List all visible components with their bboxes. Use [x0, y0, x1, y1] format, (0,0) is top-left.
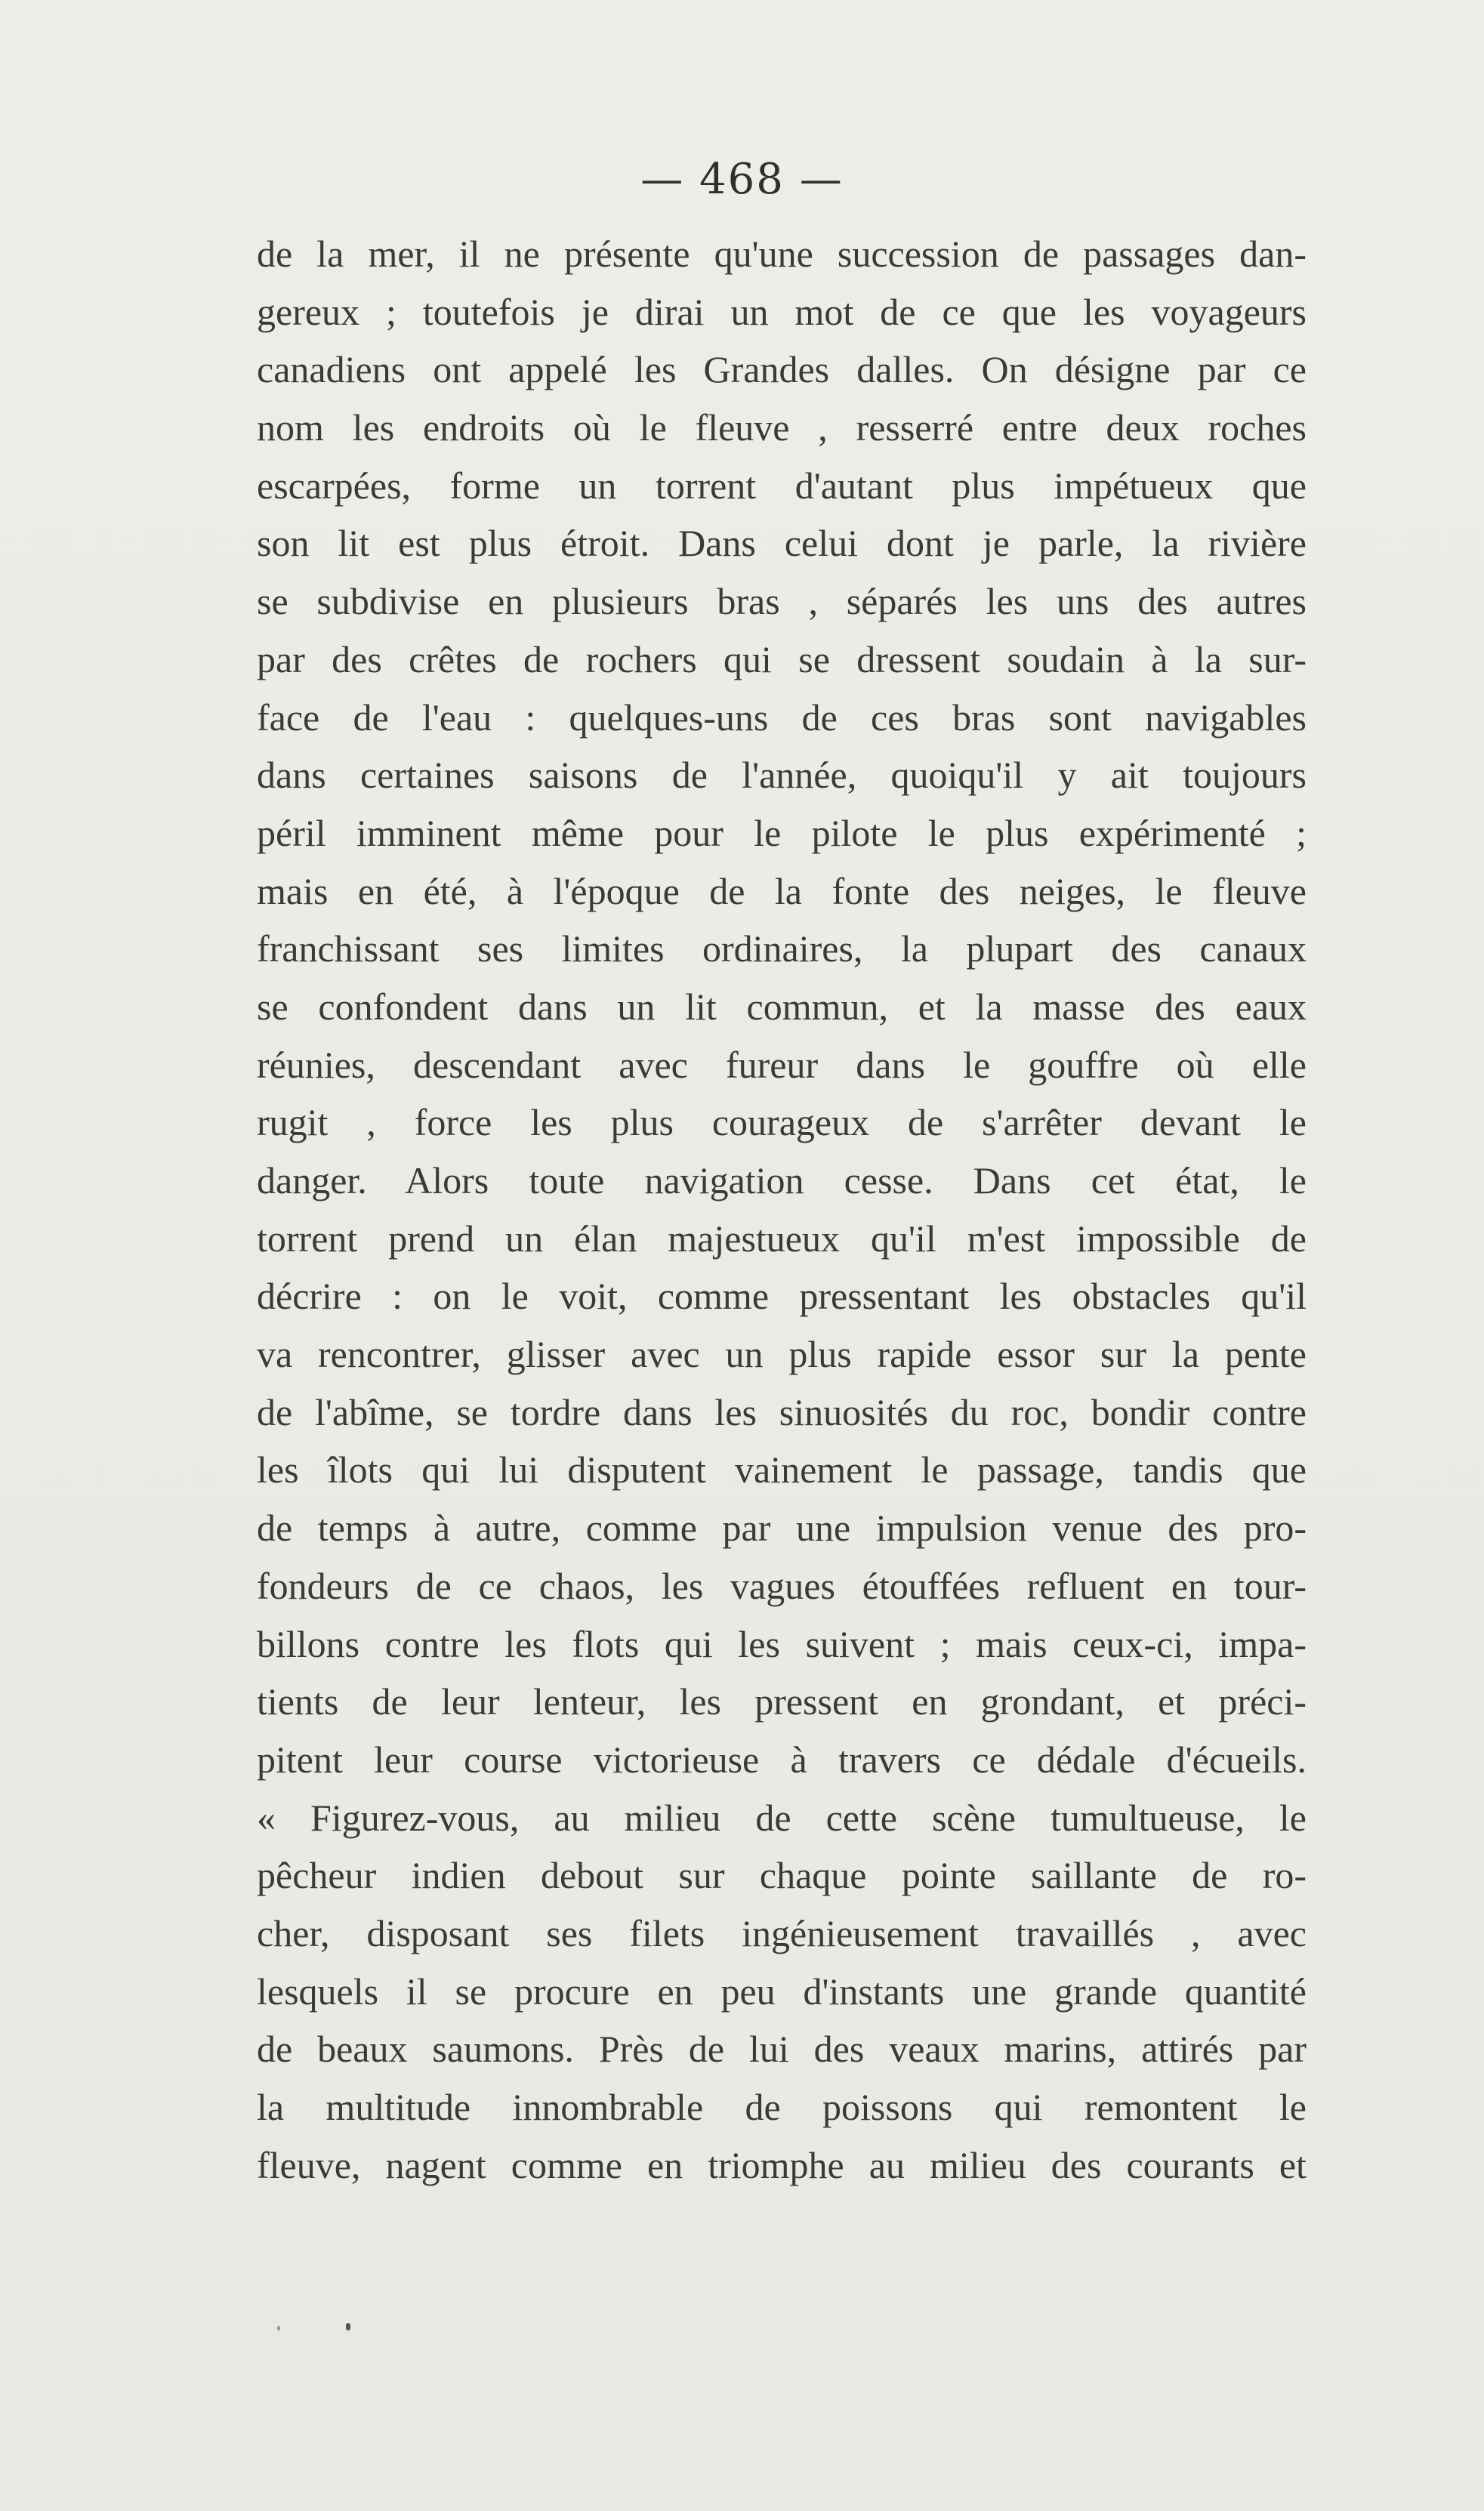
text-line: fleuve, nagent comme en triomphe au milieu des courants et — [257, 2143, 1307, 2186]
text-line: se subdivise en plusieurs bras , séparés les uns des autres — [257, 580, 1307, 623]
text-line: escarpées, forme un torrent d'autant plus impétueux que — [257, 464, 1307, 507]
text-line: de l'abîme, se tordre dans les sinuosités du roc, bondir contre — [257, 1390, 1307, 1433]
text-line: de la mer, il ne présente qu'une succession de passages dan- — [257, 233, 1307, 275]
text-line: décrire : on le voit, comme pressentant les obstacles qu'il — [257, 1275, 1307, 1318]
text-line: gereux ; toutefois je dirai un mot de ce que les voyageurs — [257, 290, 1307, 333]
text-line: nom les endroits où le fleuve , resserré entre deux roches — [257, 406, 1307, 449]
text-line: franchissant ses limites ordinaires, la plupart des canaux — [257, 927, 1307, 970]
text-line: se confondent dans un lit commun, et la masse des eaux — [257, 985, 1307, 1028]
ink-speck — [346, 2323, 350, 2331]
text-line: la multitude innombrable de poissons qui remontent le — [257, 2086, 1307, 2128]
text-line: pitent leur course victorieuse à travers ce dédale d'écueils. — [257, 1738, 1307, 1781]
text-line: face de l'eau : quelques-uns de ces bras sont navigables — [257, 696, 1307, 739]
text-line: par des crêtes de rochers qui se dressent soudain à la sur- — [257, 637, 1307, 680]
text-line: réunies, descendant avec fureur dans le gouffre où elle — [257, 1043, 1307, 1086]
text-line: les îlots qui lui disputent vainement le passage, tandis que — [257, 1448, 1307, 1491]
page-number: — 468 — — [640, 155, 844, 204]
text-line: pêcheur indien debout sur chaque pointe saillante de ro- — [257, 1854, 1307, 1897]
text-line: dans certaines saisons de l'année, quoiqu'il y ait toujours — [257, 754, 1307, 797]
ink-speck — [277, 2326, 280, 2331]
text-line: rugit , force les plus courageux de s'arrêter devant le — [257, 1101, 1307, 1144]
body-text — [257, 225, 1307, 2194]
text-line: son lit est plus étroit. Dans celui dont je parle, la rivière — [257, 522, 1307, 565]
text-line: péril imminent même pour le pilote le plus expérimenté ; — [257, 811, 1307, 854]
text-line: « Figurez-vous, au milieu de cette scène tumultueuse, le — [257, 1796, 1307, 1839]
text-line: mais en été, à l'époque de la fonte des neiges, le fleuve — [257, 869, 1307, 912]
text-line: cher, disposant ses filets ingénieusement travaillés , avec — [257, 1911, 1307, 1954]
text-line: de temps à autre, comme par une impulsion venue des pro- — [257, 1507, 1307, 1550]
text-line: torrent prend un élan majestueux qu'il m'est impossible de — [257, 1217, 1307, 1260]
text-line: billons contre les flots qui les suivent ; mais ceux-ci, impa- — [257, 1622, 1307, 1665]
text-line: canadiens ont appelé les Grandes dalles. On désigne par ce — [257, 348, 1307, 391]
text-line: danger. Alors toute navigation cesse. Dans cet état, le — [257, 1159, 1307, 1202]
text-line: lesquels il se procure en peu d'instants une grande quantité — [257, 1970, 1307, 2013]
text-line: va rencontrer, glisser avec un plus rapide essor sur la pente — [257, 1333, 1307, 1376]
text-line: de beaux saumons. Près de lui des veaux marins, attirés par — [257, 2028, 1307, 2071]
text-line: tients de leur lenteur, les pressent en grondant, et préci- — [257, 1680, 1307, 1723]
text-line: fondeurs de ce chaos, les vagues étouffées refluent en tour- — [257, 1564, 1307, 1607]
